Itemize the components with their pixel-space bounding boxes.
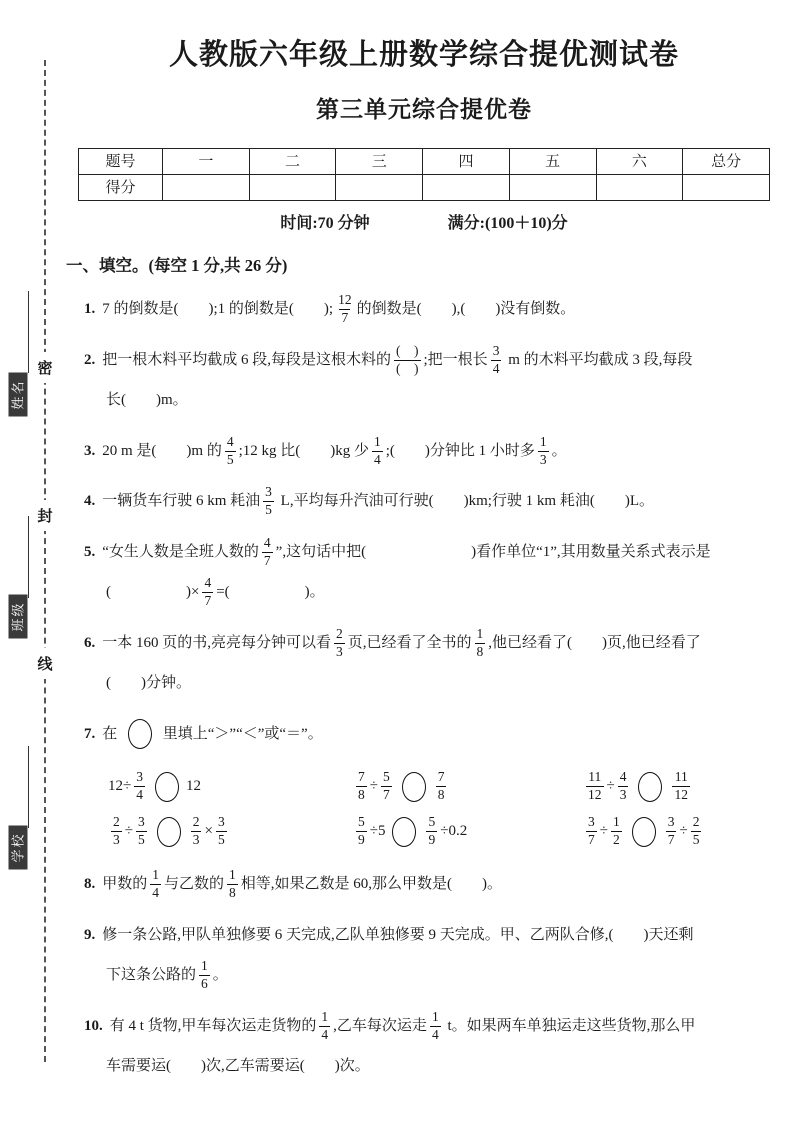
question-text: 把一根木料平均截成 6 段,每段是这根木料的 $\frac{( )}{( )}$ ;把一根长 $\frac{3}{4}$ m 的木料平均截成 3 段,每段 长( )m。 — [102, 342, 693, 409]
question-number: 4. — [84, 493, 96, 510]
fraction: $\frac{3}{5}$ — [265, 484, 272, 518]
fraction: $\frac{11}{12}$ — [588, 769, 602, 803]
score-cell-empty — [423, 175, 510, 201]
compare-circle — [392, 817, 416, 847]
fraction: $\frac{1}{2}$ — [612, 814, 620, 848]
question-number: 5. — [84, 543, 96, 560]
fraction: $\frac{4}{7}$ — [204, 575, 212, 609]
fraction: $\frac{4}{5}$ — [226, 433, 234, 467]
comparison-item: $\frac{3}{7}$ ÷ $\frac{1}{2}$ $\frac{3}{7}$ ÷ $\frac{2}{5}$ — [588, 814, 700, 848]
seal-char-mi: 密 — [36, 352, 54, 383]
comparison-grid — [78, 764, 770, 854]
fraction: $\frac{3}{7}$ — [667, 814, 675, 848]
fraction: $\frac{1}{3}$ — [539, 433, 547, 467]
meta-line — [78, 211, 770, 237]
fraction: $\frac{2}{3}$ — [192, 814, 200, 848]
fraction: $\frac{1}{8}$ — [476, 625, 484, 659]
question-number: 8. — [84, 876, 96, 893]
score-col-6: 六 — [596, 149, 683, 175]
paper-title: 人教版六年级上册数学综合提优测试卷 — [168, 39, 679, 71]
fraction: $\frac{7}{8}$ — [358, 769, 365, 803]
comparison-row — [78, 764, 770, 809]
comparison-row — [78, 809, 770, 854]
question-number: 6. — [84, 634, 96, 651]
question-row — [78, 623, 770, 704]
fraction: $\frac{11}{12}$ — [674, 769, 688, 803]
paper-subtitle: 第三单元综合提优卷 — [316, 96, 532, 123]
question-number: 2. — [84, 351, 96, 368]
fraction: $\frac{3}{7}$ — [588, 814, 595, 848]
question-row — [78, 532, 770, 613]
score-table-row2-label: 得分 — [79, 175, 163, 201]
fraction: $\frac{3}{5}$ — [137, 814, 145, 848]
question-row — [78, 289, 770, 330]
questions — [78, 289, 770, 1087]
fraction: $\frac{7}{8}$ — [437, 769, 445, 803]
score-col-3: 三 — [336, 149, 423, 175]
compare-circle — [128, 719, 152, 749]
section-heading: 一、填空。(每空 1 分,共 26 分) — [66, 255, 288, 275]
compare-circle — [638, 772, 662, 802]
score-col-1: 一 — [163, 149, 250, 175]
compare-circle — [157, 817, 181, 847]
class-label: 班级 — [9, 595, 28, 639]
fraction: $\frac{5}{7}$ — [382, 769, 390, 803]
fraction: $\frac{3}{4}$ — [136, 769, 143, 803]
compare-circle — [402, 772, 426, 802]
comparison-item: $\frac{5}{9}$ ÷5 $\frac{5}{9}$ ÷0.2 — [358, 814, 468, 848]
question-text: 在 里填上“＞”“＜”或“＝”。 — [102, 726, 322, 742]
question-row — [78, 481, 770, 522]
comparison-item: 12÷ $\frac{3}{4}$ 12 — [108, 769, 201, 803]
name-write-line — [28, 291, 29, 373]
score-cell-empty — [336, 175, 423, 201]
seal-char-xian: 线 — [36, 648, 54, 679]
score-cell-empty — [596, 175, 683, 201]
question-number: 3. — [84, 442, 96, 459]
question-number: 9. — [84, 926, 96, 943]
fraction: $\frac{1}{4}$ — [321, 1008, 329, 1042]
fraction: $\frac{3}{4}$ — [492, 342, 500, 376]
fraction: $\frac{( )}{( )}$ — [396, 342, 419, 376]
score-table-header-row — [79, 149, 770, 175]
fraction: $\frac{2}{5}$ — [692, 814, 700, 848]
name-label: 姓名 — [9, 373, 28, 417]
question-text: 修一条公路,甲队单独修要 6 天完成,乙队单独修要 9 天完成。甲、乙两队合修,( )天还剩 下这条公路的 $\frac{1}{6}$ 。 — [102, 926, 694, 992]
score-table-score-row — [79, 175, 770, 201]
question-row — [78, 714, 770, 755]
question-row — [78, 915, 770, 996]
score-col-total: 总分 — [683, 149, 770, 175]
question-number: 7. — [84, 725, 96, 742]
fraction: $\frac{12}{7}$ — [338, 292, 352, 326]
question-text: 有 4 t 货物,甲车每次运走货物的 $\frac{1}{4}$ ,乙车每次运走 $\frac{1}{4}$ t。如果两车单独运走这些货物,那么甲 车需要运( )次,乙车需要运( )次。 — [106, 1008, 696, 1075]
score-cell-empty — [249, 175, 336, 201]
school-label: 学校 — [9, 826, 28, 870]
seal-char-feng: 封 — [36, 500, 54, 531]
score-cell-empty — [163, 175, 250, 201]
school-write-line — [28, 746, 29, 828]
fraction: $\frac{5}{9}$ — [358, 814, 365, 848]
question-text: “女生人数是全班人数的 $\frac{4}{7}$ ”,这句话中把( )看作单位“1”,其用数量关系式表示是 ( )× $\frac{4}{7}$ =( )。 — [102, 534, 711, 609]
seal-line-sidebar — [0, 0, 64, 1121]
full-score: 满分:(100＋10)分 — [447, 215, 568, 233]
question-text: 一辆货车行驶 6 km 耗油 $\frac{3}{5}$ L,平均每升汽油可行驶( )km;行驶 1 km 耗油( )L。 — [102, 484, 654, 518]
fraction: $\frac{3}{5}$ — [217, 814, 225, 848]
time-limit: 时间:70 分钟 — [280, 215, 370, 233]
fraction: $\frac{1}{6}$ — [201, 958, 208, 992]
comparison-item: $\frac{7}{8}$ ÷ $\frac{5}{7}$ $\frac{7}{8}$ — [358, 769, 445, 803]
seal-dashed-line — [44, 60, 46, 1062]
score-cell-empty — [683, 175, 770, 201]
score-col-4: 四 — [423, 149, 510, 175]
question-text: 一本 160 页的书,亮亮每分钟可以看 $\frac{2}{3}$ 页,已经看了全书的 $\frac{1}{8}$ ,他已经看了( )页,他已经看了 ( )分钟。 — [102, 625, 701, 692]
score-col-5: 五 — [509, 149, 596, 175]
question-row — [78, 1006, 770, 1087]
question-row — [78, 431, 770, 472]
question-number: 1. — [84, 301, 96, 318]
score-table — [78, 148, 770, 201]
class-write-line — [28, 516, 29, 598]
question-number: 10. — [84, 1017, 103, 1034]
fraction: $\frac{2}{3}$ — [336, 625, 343, 659]
question-row — [78, 340, 770, 421]
question-text: 甲数的 $\frac{1}{4}$ 与乙数的 $\frac{1}{8}$ 相等,如果乙数是 60,那么甲数是( )。 — [102, 867, 503, 901]
score-cell-empty — [509, 175, 596, 201]
comparison-item: $\frac{2}{3}$ ÷ $\frac{3}{5}$ $\frac{2}{3}$ × $\frac{3}{5}$ — [113, 814, 225, 848]
paper-content — [66, 22, 770, 1097]
fraction: $\frac{2}{3}$ — [113, 814, 120, 848]
comparison-item: $\frac{11}{12}$ ÷ $\frac{4}{3}$ $\frac{11}{12}$ — [588, 769, 688, 803]
score-col-2: 二 — [249, 149, 336, 175]
question-text: 20 m 是( )m 的 $\frac{4}{5}$ ;12 kg 比( )kg 少 $\frac{1}{4}$ ;( )分钟比 1 小时多 $\frac{1}{3}$ 。 — [102, 433, 567, 467]
fraction: $\frac{1}{4}$ — [374, 433, 381, 467]
question-row — [78, 864, 770, 905]
fraction: $\frac{4}{7}$ — [263, 534, 271, 568]
fraction: $\frac{1}{4}$ — [431, 1008, 439, 1042]
fraction: $\frac{5}{9}$ — [428, 814, 436, 848]
fraction: $\frac{1}{8}$ — [229, 867, 236, 901]
compare-circle — [632, 817, 656, 847]
compare-circle — [155, 772, 179, 802]
fraction: $\frac{1}{4}$ — [152, 867, 160, 901]
fraction: $\frac{4}{3}$ — [619, 769, 627, 803]
question-text: 7 的倒数是( );1 的倒数是( ); $\frac{12}{7}$ 的倒数是( ),( )没有倒数。 — [102, 292, 576, 326]
score-table-row1-label: 题号 — [79, 149, 163, 175]
